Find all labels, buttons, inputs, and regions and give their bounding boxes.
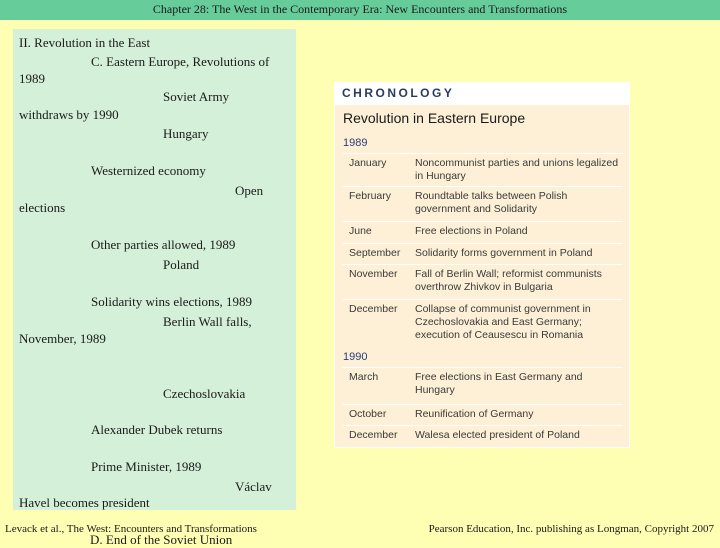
chronology-row (343, 186, 623, 221)
year-heading: 1990 (343, 351, 368, 363)
event-month: December (349, 303, 398, 315)
event-text: Free elections in Poland (415, 225, 528, 237)
footer-copyright: Pearson Education, Inc. publishing as Longman, Copyright 2007 (428, 523, 714, 535)
outline-line: Solidarity wins elections, 1989 (91, 294, 253, 309)
outline-line: Prime Minister, 1989 (91, 459, 202, 474)
slide-header (0, 0, 720, 20)
outline-line: elections (19, 200, 66, 215)
event-month: January (349, 157, 387, 169)
event-text: Reunification of Germany (415, 408, 534, 420)
outline-line: Václav (235, 479, 272, 494)
chronology-row (343, 243, 623, 264)
chronology-figure (334, 82, 630, 448)
event-text: Walesa elected president of Poland (415, 429, 580, 441)
outline-line: Soviet Army (163, 89, 230, 104)
event-text: Fall of Berlin Wall; reformist communists overthrow Zhivkov in Bulgaria (415, 268, 602, 293)
event-month: October (349, 408, 387, 420)
event-text: Collapse of communist government in Czechoslovakia and East Germany; execution of Ceausescu in Romania (415, 303, 591, 341)
footer-citation: Levack et al., The West: Encounters and Transformations (5, 523, 257, 535)
header-title: Chapter 28: The West in the Contemporary Era: New Encounters and Transformations (152, 2, 568, 16)
event-month: June (349, 225, 372, 237)
event-text: Solidarity forms government in Poland (415, 247, 593, 259)
event-text: Free elections in East Germany and Hungary (415, 371, 583, 396)
event-month: February (349, 190, 392, 202)
outline-line: Open (235, 183, 264, 198)
chronology-row (343, 404, 623, 425)
outline-line: Westernized economy (91, 163, 206, 178)
outline-line: II. Revolution in the East (19, 35, 151, 50)
event-text: Noncommunist parties and unions legalized in Hungary (415, 157, 619, 182)
chronology-row (343, 153, 623, 186)
year-heading: 1989 (343, 137, 368, 149)
event-text: Roundtable talks between Polish government and Solidarity (415, 190, 568, 215)
event-month: September (349, 247, 401, 259)
chronology-row (343, 264, 623, 299)
outline-line: Other parties allowed, 1989 (91, 237, 236, 252)
outline-line: November, 1989 (19, 331, 106, 346)
overflow-heading: D. End of the Soviet Union (90, 532, 233, 547)
chronology-row (343, 367, 623, 404)
outline-line: 1989 (19, 71, 45, 86)
chronology-row (343, 299, 623, 348)
outline-line: Czechoslovakia (163, 386, 246, 401)
outline-line: C. Eastern Europe, Revolutions of (91, 54, 270, 69)
chronology-header (335, 83, 629, 105)
event-month: November (349, 268, 398, 280)
event-month: March (349, 371, 379, 383)
outline-panel (13, 29, 296, 510)
outline-line: Poland (163, 257, 200, 272)
chronology-label: CHRONOLOGY (342, 86, 455, 100)
outline-line: Hungary (163, 126, 209, 141)
chronology-row (343, 425, 623, 446)
outline-line: withdraws by 1990 (19, 107, 119, 122)
chronology-row (343, 221, 623, 242)
outline-line: Berlin Wall falls, (163, 314, 252, 329)
event-month: December (349, 429, 398, 441)
outline-line: Alexander Dubek returns (91, 422, 223, 437)
chronology-title: Revolution in Eastern Europe (343, 110, 526, 126)
outline-line: Havel becomes president (19, 495, 150, 510)
